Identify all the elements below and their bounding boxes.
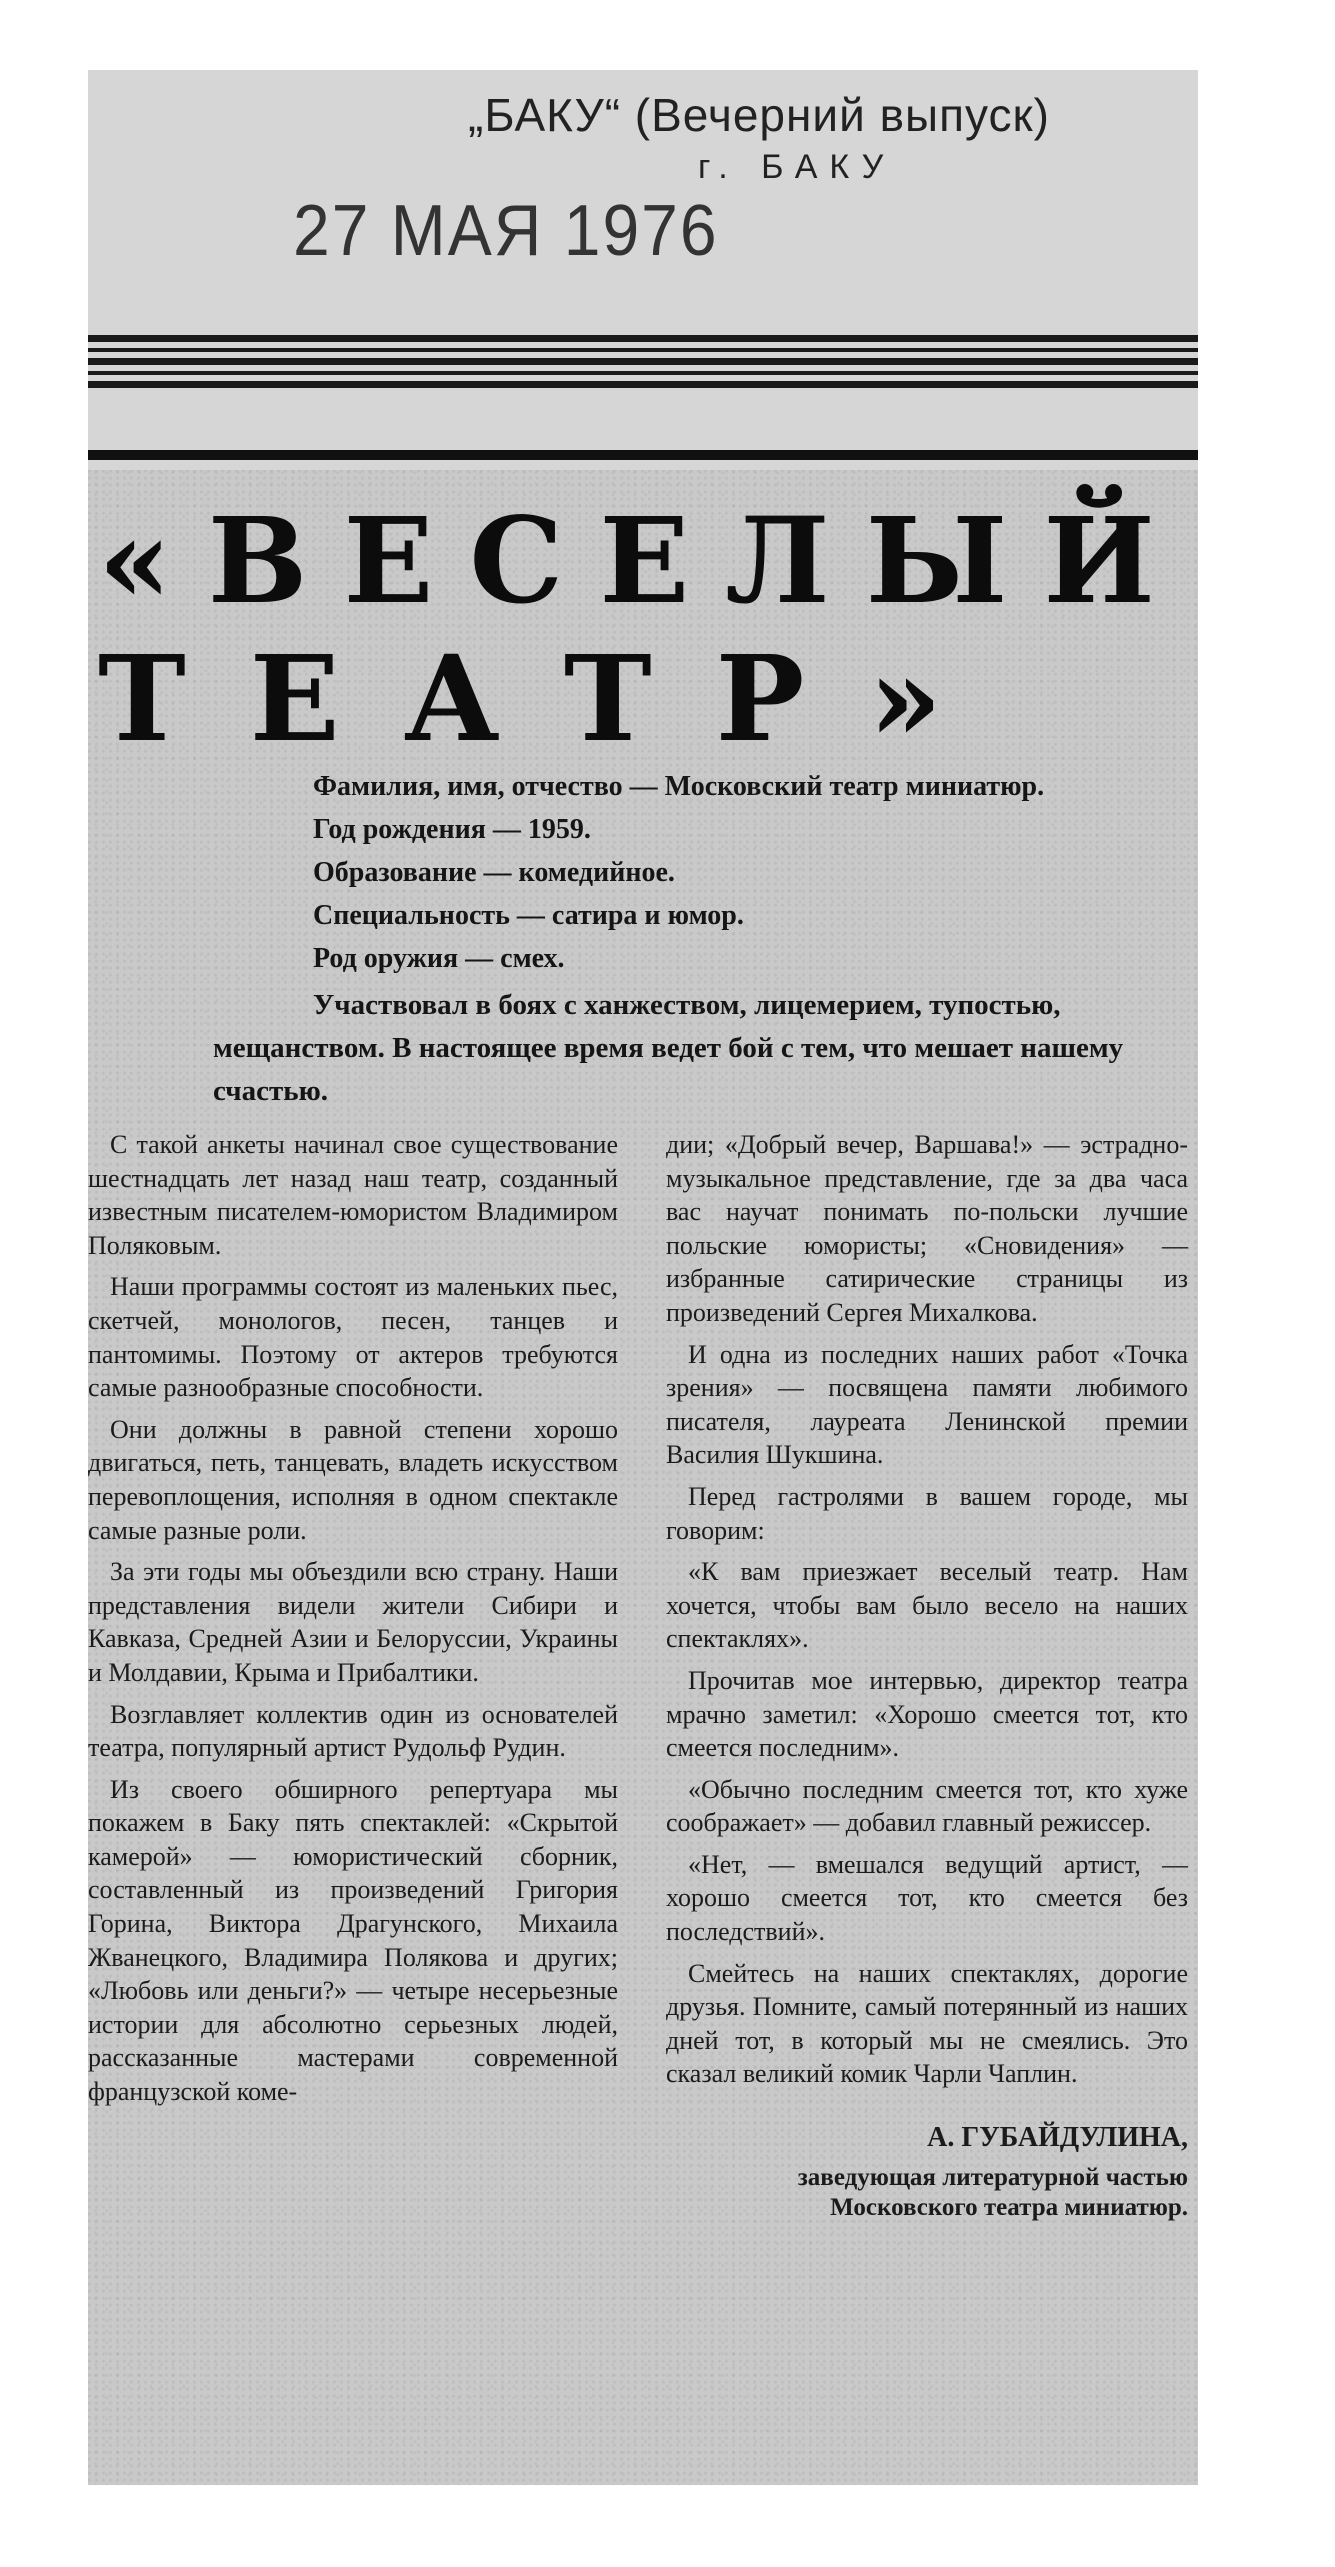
questionnaire-line: Род оружия — смех. [313,943,565,974]
paragraph: С такой анкеты начинал свое существование шестнадцать лет назад наш театр, созданный известным писателем-юмористом Владимиром Поляковым. [88,1130,618,1260]
paragraph: Из своего обширного репертуара мы покажем в Баку пять спектаклей: «Скрытой камерой» — юмористический сборник, составленный из произведений Григория Горина, Виктора Драгунского, Михаила Жванецкого, Владимира Полякова и других; «Любовь или деньги?» — четыре несерьезные истории для абсолютно серьезных людей, рассказанные мастерами современной французской коме- [88,1774,618,2107]
questionnaire-paragraph: Участвовал в боях с ханжеством, лицемерием, тупостью, мещанством. В настоящее время ведет бой с тем, что мешает нашему счастью. [213,989,1124,1107]
paragraph: Прочитав мое интервью, директор театра мрачно заметил: «Хорошо смеется тот, кто смеется последним». [666,1665,1188,1763]
headline-line-1: «ВЕСЕЛЫЙ [98,491,1191,630]
header-rules [88,335,1198,394]
paragraph: дии; «Добрый вечер, Варшава!» — эстрадно-музыкальное представление, где за два часа вас научат понимать по-польски лучшие польские юмористы; «Сновидения» — избранные сатирические страницы из произведений Сергея Михалкова. [666,1130,1188,1327]
paragraph: И одна из последних наших работ «Точка зрения» — посвящена памяти любимого писателя, лауреата Ленинской премии Василия Шукшина. [666,1339,1188,1470]
paragraph: Наши программы состоят из маленьких пьес, скетчей, монологов, песен, танцев и пантомимы. Поэтому от актеров требуются самые разнообразные способности. [88,1272,618,1403]
paragraph: «Нет, — вмешался ведущий артист, — хорошо смеется тот, кто смеется без последствий». [666,1849,1188,1947]
newspaper-clipping [88,70,1198,2485]
newspaper-title: „БАКУ“ (Вечерний выпуск) [468,89,1050,141]
questionnaire-line: Специальность — сатира и юмор. [313,900,744,931]
date-stamp: 27 МАЯ 1976 [293,189,719,271]
paragraph: Они должны в равной степени хорошо двигаться, петь, танцевать, владеть искусством перевоплощения, исполняя в одном спектакле самые разные роли. [88,1414,618,1545]
questionnaire-line: Образование — комедийное. [313,857,675,888]
city-label: г. БАКУ [698,148,896,186]
article-column-right [666,1128,1188,2231]
questionnaire [213,765,1173,1113]
questionnaire-line: Год рождения — 1959. [313,814,591,845]
headline-rule [88,450,1198,460]
author-position: заведующая литературной частью Московского театра миниатюр. [797,2163,1188,2221]
paragraph: «К вам приезжает веселый театр. Нам хочется, чтобы вам было весело на наших спектаклях». [666,1557,1188,1654]
paragraph: «Обычно последним смеется тот, кто хуже соображает» — добавил главный режиссер. [666,1774,1188,1838]
paragraph: Смейтесь на наших спектаклях, дорогие друзья. Помните, самый потерянный из наших дней тот, в который мы не смеялись. Это сказал великий комик Чарли Чаплин. [666,1958,1188,2089]
paragraph: Перед гастролями в вашем городе, мы говорим: [666,1481,1188,1545]
questionnaire-line: Фамилия, имя, отчество — Московский театр миниатюр. [313,771,1045,802]
paragraph: За эти годы мы объездили всю страну. Наши представления видели жители Сибири и Кавказа, Средней Азии и Белоруссии, Украины и Молдавии, Крыма и Прибалтики. [88,1557,618,1687]
paragraph: Возглавляет коллектив один из основателей театра, популярный артист Рудольф Рудин. [88,1699,618,1763]
article-column-left [88,1128,618,2117]
headline-line-2: ТЕАТР» [98,629,1007,768]
masthead [88,70,1198,470]
author-name: А. ГУБАЙДУЛИНА, [927,2122,1188,2154]
